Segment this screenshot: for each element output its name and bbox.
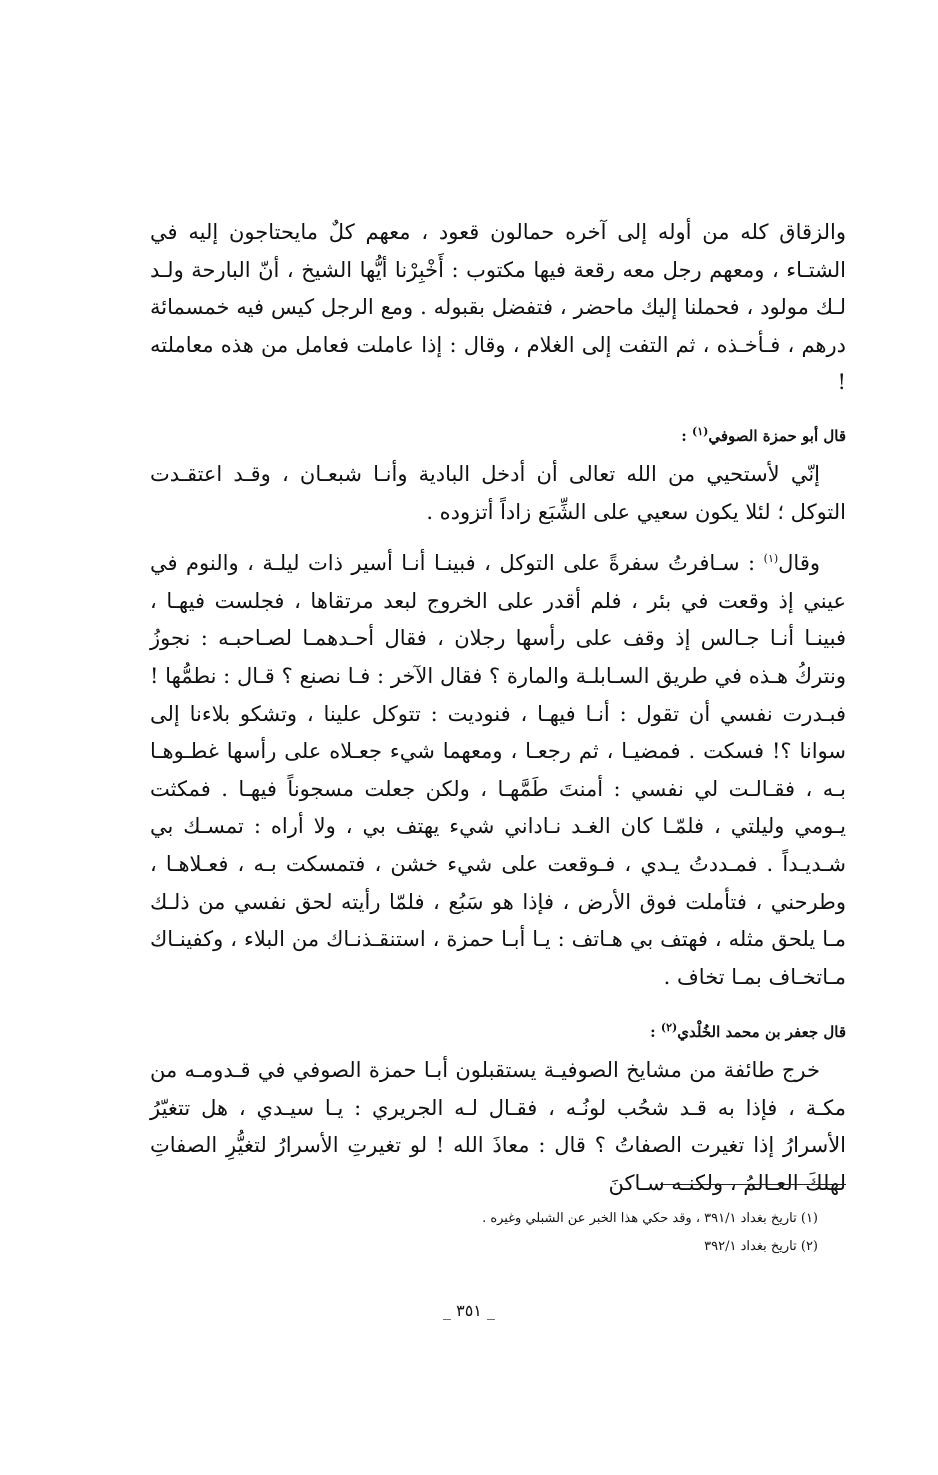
footnote-ref-1: (١) <box>691 424 709 438</box>
page-number: _ ٣٥١ _ <box>443 1301 495 1320</box>
paragraph-3-lead: وقال <box>778 551 820 576</box>
heading-colon-2: : <box>650 1023 661 1042</box>
heading-abu-hamza-text: قال أبو حمزة الصوفي <box>708 426 846 445</box>
page-body <box>150 214 846 1203</box>
paragraph-4: خرج طائفة من مشايخ الصوفيـة يستقبلون أبـا حمزة الصوفي في قـدومـه من مكـة ، فإذا به قـد شحُب لونُـه ، فقـال لـه الجريري : يـا سيـدي ، هل تتغيّرُ الأسرارُ إذا تغيرت الصفاتُ ؟ قال : معاذَ الله ! لو تغيرتِ الأسرارُ لتغيُّرِ الصفاتِ لهلكَ العـالمُ ، ولكنـه سـاكنَ <box>150 1058 846 1196</box>
heading-colon: : <box>681 426 692 445</box>
paragraph-1: والزقاق كله من أوله إلى آخره حمالون قعود ، معهم كلٌ مايحتاجون إليه في الشتـاء ، ومعهم رجل معه رقعة فيها مكتوب : أَخْبِرْنا أيُّها الشيخ ، أنّ البارحة ولـد لـك مولود ، فحملنا إليك ماحضر ، فتفضل بقبوله . ومع الرجل كيس فيه خمسمائة درهم ، فـأخـذه ، ثم التفت إلى الغلام ، وقال : إذا عاملت فعامل من هذه معاملته ! <box>150 220 846 395</box>
footnote-divider <box>660 1184 846 1185</box>
footnote-ref-2: (٢) <box>660 1021 678 1035</box>
footnote-2: (٢) تاريخ بغداد ٣٩٢/١ <box>704 1239 818 1254</box>
footnotes <box>150 1205 818 1261</box>
paragraph-3 <box>150 545 846 996</box>
footnote-1: (١) تاريخ بغداد ٣٩١/١ ، وقد حكي هذا الخبر عن الشبلي وغيره . <box>482 1211 818 1226</box>
footnote-ref-1b: (١) <box>763 552 779 566</box>
heading-jafar-text: قال جعفر بن محمد الخُلْدي <box>677 1023 846 1042</box>
paragraph-3-text: : سـافرتُ سفرةً على التوكل ، فبينـا أنـا أسير ذات ليلـة ، والنوم في عيني إذ وقعت في بئر ، فلم أقدر على الخروج لبعد مرتقاها ، فجلست فيهـا ، فبينـا أنـا جـالس إذ وقف على رأسها رجلان ، فقال أحـدهمـا لصـاحبـه : نجوزُ ونتركُ هـذه في طريق السـابلـة والمارة ؟ فقال الآخر : فـا نصنع ؟ قـال : نطمُّها ! فبـدرت نفسي أن تقول : أنـا فيهـا ، فنوديت : تتوكل علينا ، وتشكو بلاءنا إلى سوانا ؟! فسكت . فمضيـا ، ثم رجعـا ، ومعهما شيء جعـلاه على رأسها غطـوهـا بـه ، فقـالـت لي نفسي : أمنتَ طَمَّهـا ، ولكن جعلت مسجوناً فيهـا . فمكثت يـومي وليلتي ، فلمّـا كان الغـد نـاداني شيء يهتف بي ، ولا أراه : تمسـك بي شـديـداً . فمـددتُ يـدي ، فـوقعت على شيء خشن ، فتمسكت بـه ، فعـلاهـا ، وطرحني ، فتأملت فوق الأرض ، فإذا هو سَبُع ، فلمّا رأيته لحق نفسي من ذلـك مـا يلحق مثله ، فهتف بي هـاتف : يـا أبـا حمزة ، استنقـذنـاك من البلاء ، وكفينـاك مـاتخـاف بمـا تخاف . <box>150 551 846 989</box>
heading-jafar <box>150 1022 846 1042</box>
paragraph-2: إنّي لأستحيي من الله تعالى أن أدخل البادية وأنـا شبعـان ، وقـد اعتقـدت التوكل ؛ لئلا يكون سعيي على الشِّبَع زاداً أتزوده . <box>150 461 846 524</box>
heading-abu-hamza <box>150 426 846 446</box>
